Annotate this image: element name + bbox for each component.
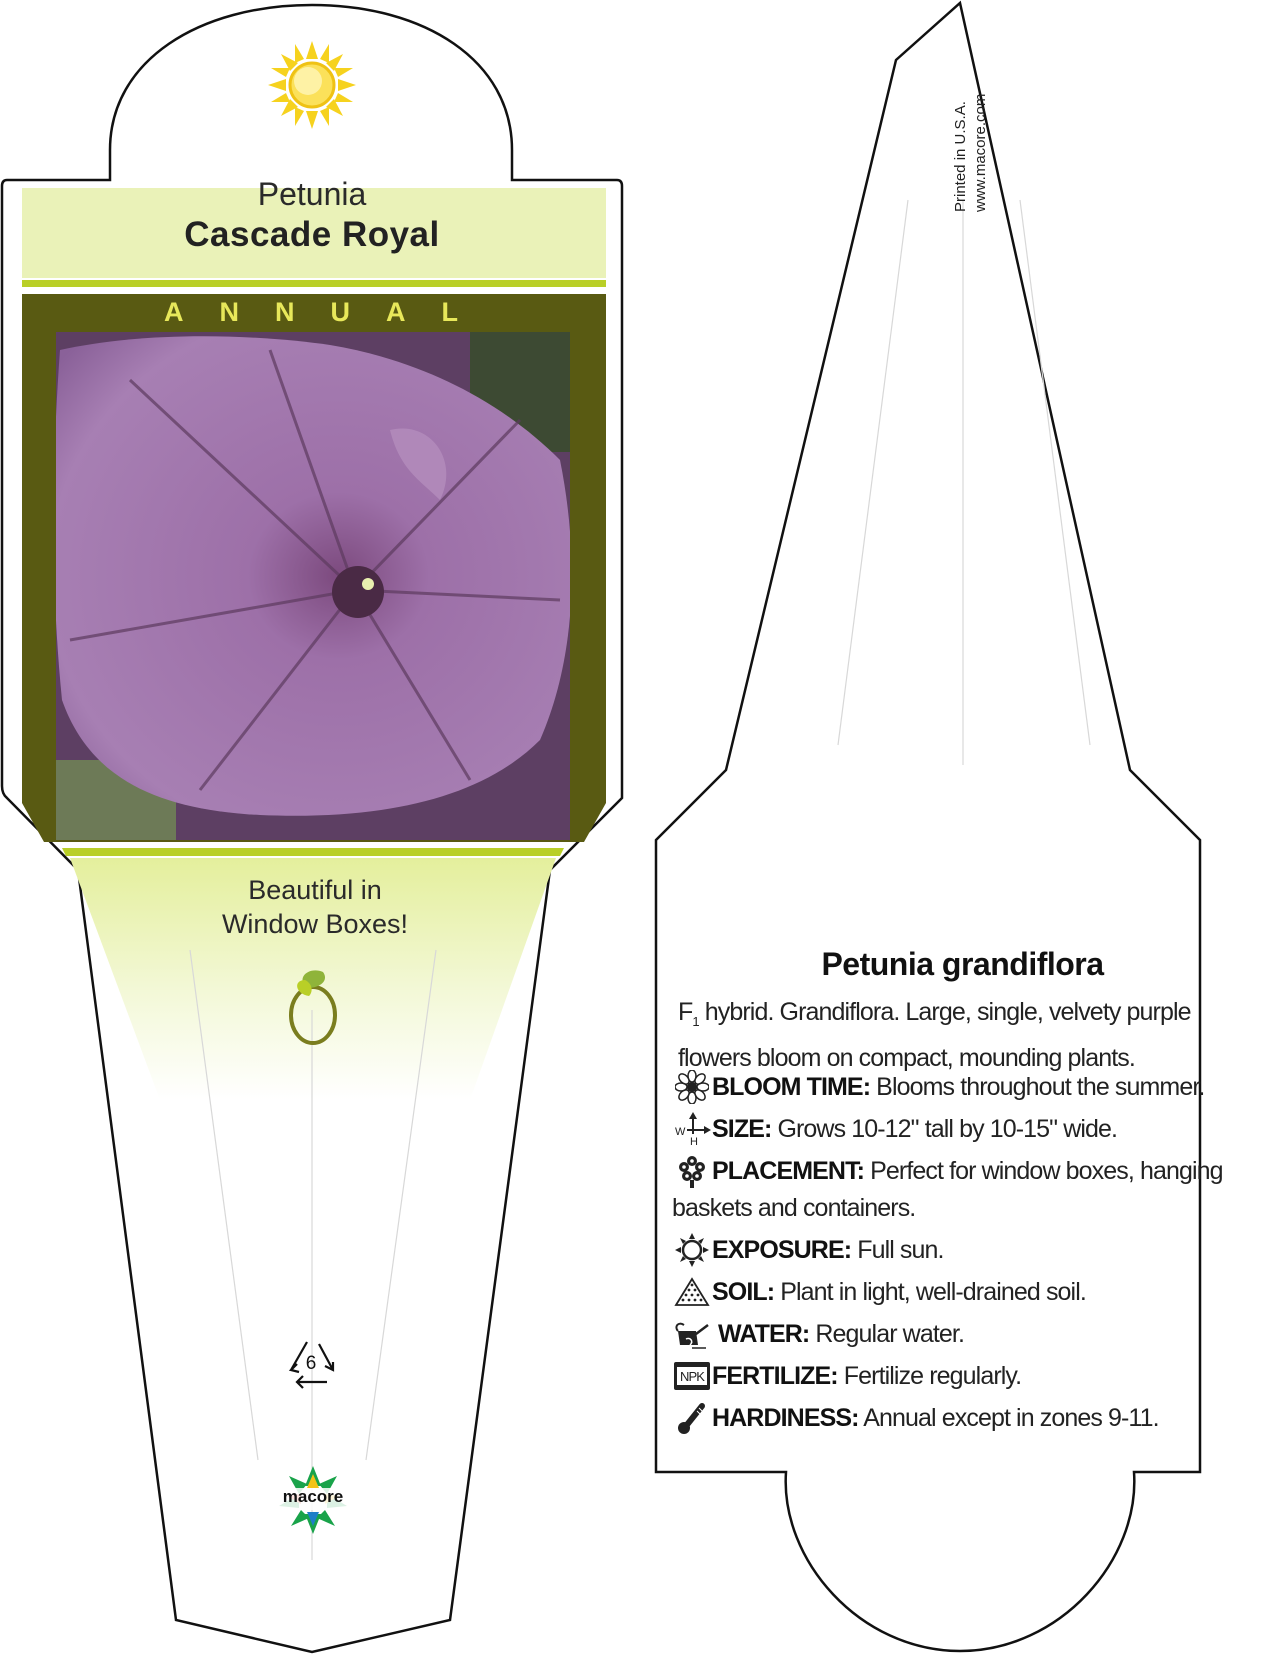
petunia-photo <box>54 332 572 840</box>
plant-category: ANNUAL <box>164 297 494 327</box>
soil-pile-icon <box>672 1275 712 1309</box>
brand-name: macore <box>282 1487 344 1506</box>
printed-in: Printed in U.S.A. <box>952 101 969 212</box>
size-icon-h: H <box>690 1136 698 1146</box>
care-label: SIZE: <box>712 1115 772 1143</box>
print-info <box>951 94 991 212</box>
care-hardiness <box>672 1400 1232 1437</box>
f1-subscript: 1 <box>692 1014 699 1029</box>
care-text: Full sun. <box>851 1236 944 1264</box>
npk-icon <box>672 1359 712 1393</box>
care-text: Perfect for window boxes, hanging <box>864 1157 1223 1185</box>
care-size <box>672 1111 1232 1148</box>
care-label: WATER: <box>718 1320 810 1348</box>
care-text: Regular water. <box>809 1320 964 1348</box>
sun-outline-icon <box>672 1233 712 1267</box>
care-list <box>672 1069 1232 1442</box>
care-text: Plant in light, well-drained soil. <box>774 1278 1086 1306</box>
variety-name: Cascade Royal <box>184 215 440 254</box>
sun-icon <box>268 41 356 129</box>
care-label: EXPOSURE: <box>712 1236 852 1264</box>
care-placement <box>672 1153 1232 1227</box>
care-text: Grows 10-12" tall by 10-15" wide. <box>771 1115 1118 1143</box>
care-label: FERTILIZE: <box>712 1362 838 1390</box>
description-line-2: flowers bloom on compact, mounding plants. <box>678 1044 1135 1072</box>
care-bloom-time <box>672 1069 1232 1106</box>
description-line-1 <box>678 994 1238 1040</box>
placement-icon <box>672 1154 712 1188</box>
care-label: HARDINESS: <box>712 1404 859 1432</box>
size-arrows-icon <box>672 1112 712 1146</box>
description <box>678 994 1238 1077</box>
size-icon-w: W <box>675 1126 685 1138</box>
care-text-continued: baskets and containers. <box>672 1194 916 1222</box>
botanical-name: Petunia grandiflora <box>821 946 1104 982</box>
care-exposure <box>672 1232 1232 1269</box>
care-water <box>672 1316 1232 1353</box>
f1-letter: F <box>678 998 693 1026</box>
care-label: SOIL: <box>712 1278 775 1306</box>
care-label: BLOOM TIME: <box>712 1073 871 1101</box>
flower-icon <box>672 1070 712 1104</box>
tagline-line-2: Window Boxes! <box>221 909 409 939</box>
care-fertilize <box>672 1358 1232 1395</box>
tagline <box>150 873 480 941</box>
npk-text: NPK <box>679 1369 705 1384</box>
care-text: Blooms throughout the summer. <box>870 1073 1205 1101</box>
lower-accent <box>62 848 564 856</box>
watering-can-icon <box>672 1317 712 1351</box>
tagline-line-1: Beautiful in <box>248 875 382 905</box>
header-accent-line <box>22 280 606 287</box>
website: www.macore.com <box>972 93 989 212</box>
thermometer-icon <box>672 1401 712 1435</box>
care-text: Fertilize regularly. <box>837 1362 1022 1390</box>
recycle-number: 6 <box>305 1353 317 1374</box>
description-text-1: hybrid. Grandiflora. Large, single, velvety purple <box>698 998 1191 1026</box>
care-label: PLACEMENT: <box>712 1157 865 1185</box>
care-text: Annual except in zones 9-11. <box>858 1404 1159 1432</box>
common-name: Petunia <box>257 176 367 212</box>
care-soil <box>672 1274 1232 1311</box>
